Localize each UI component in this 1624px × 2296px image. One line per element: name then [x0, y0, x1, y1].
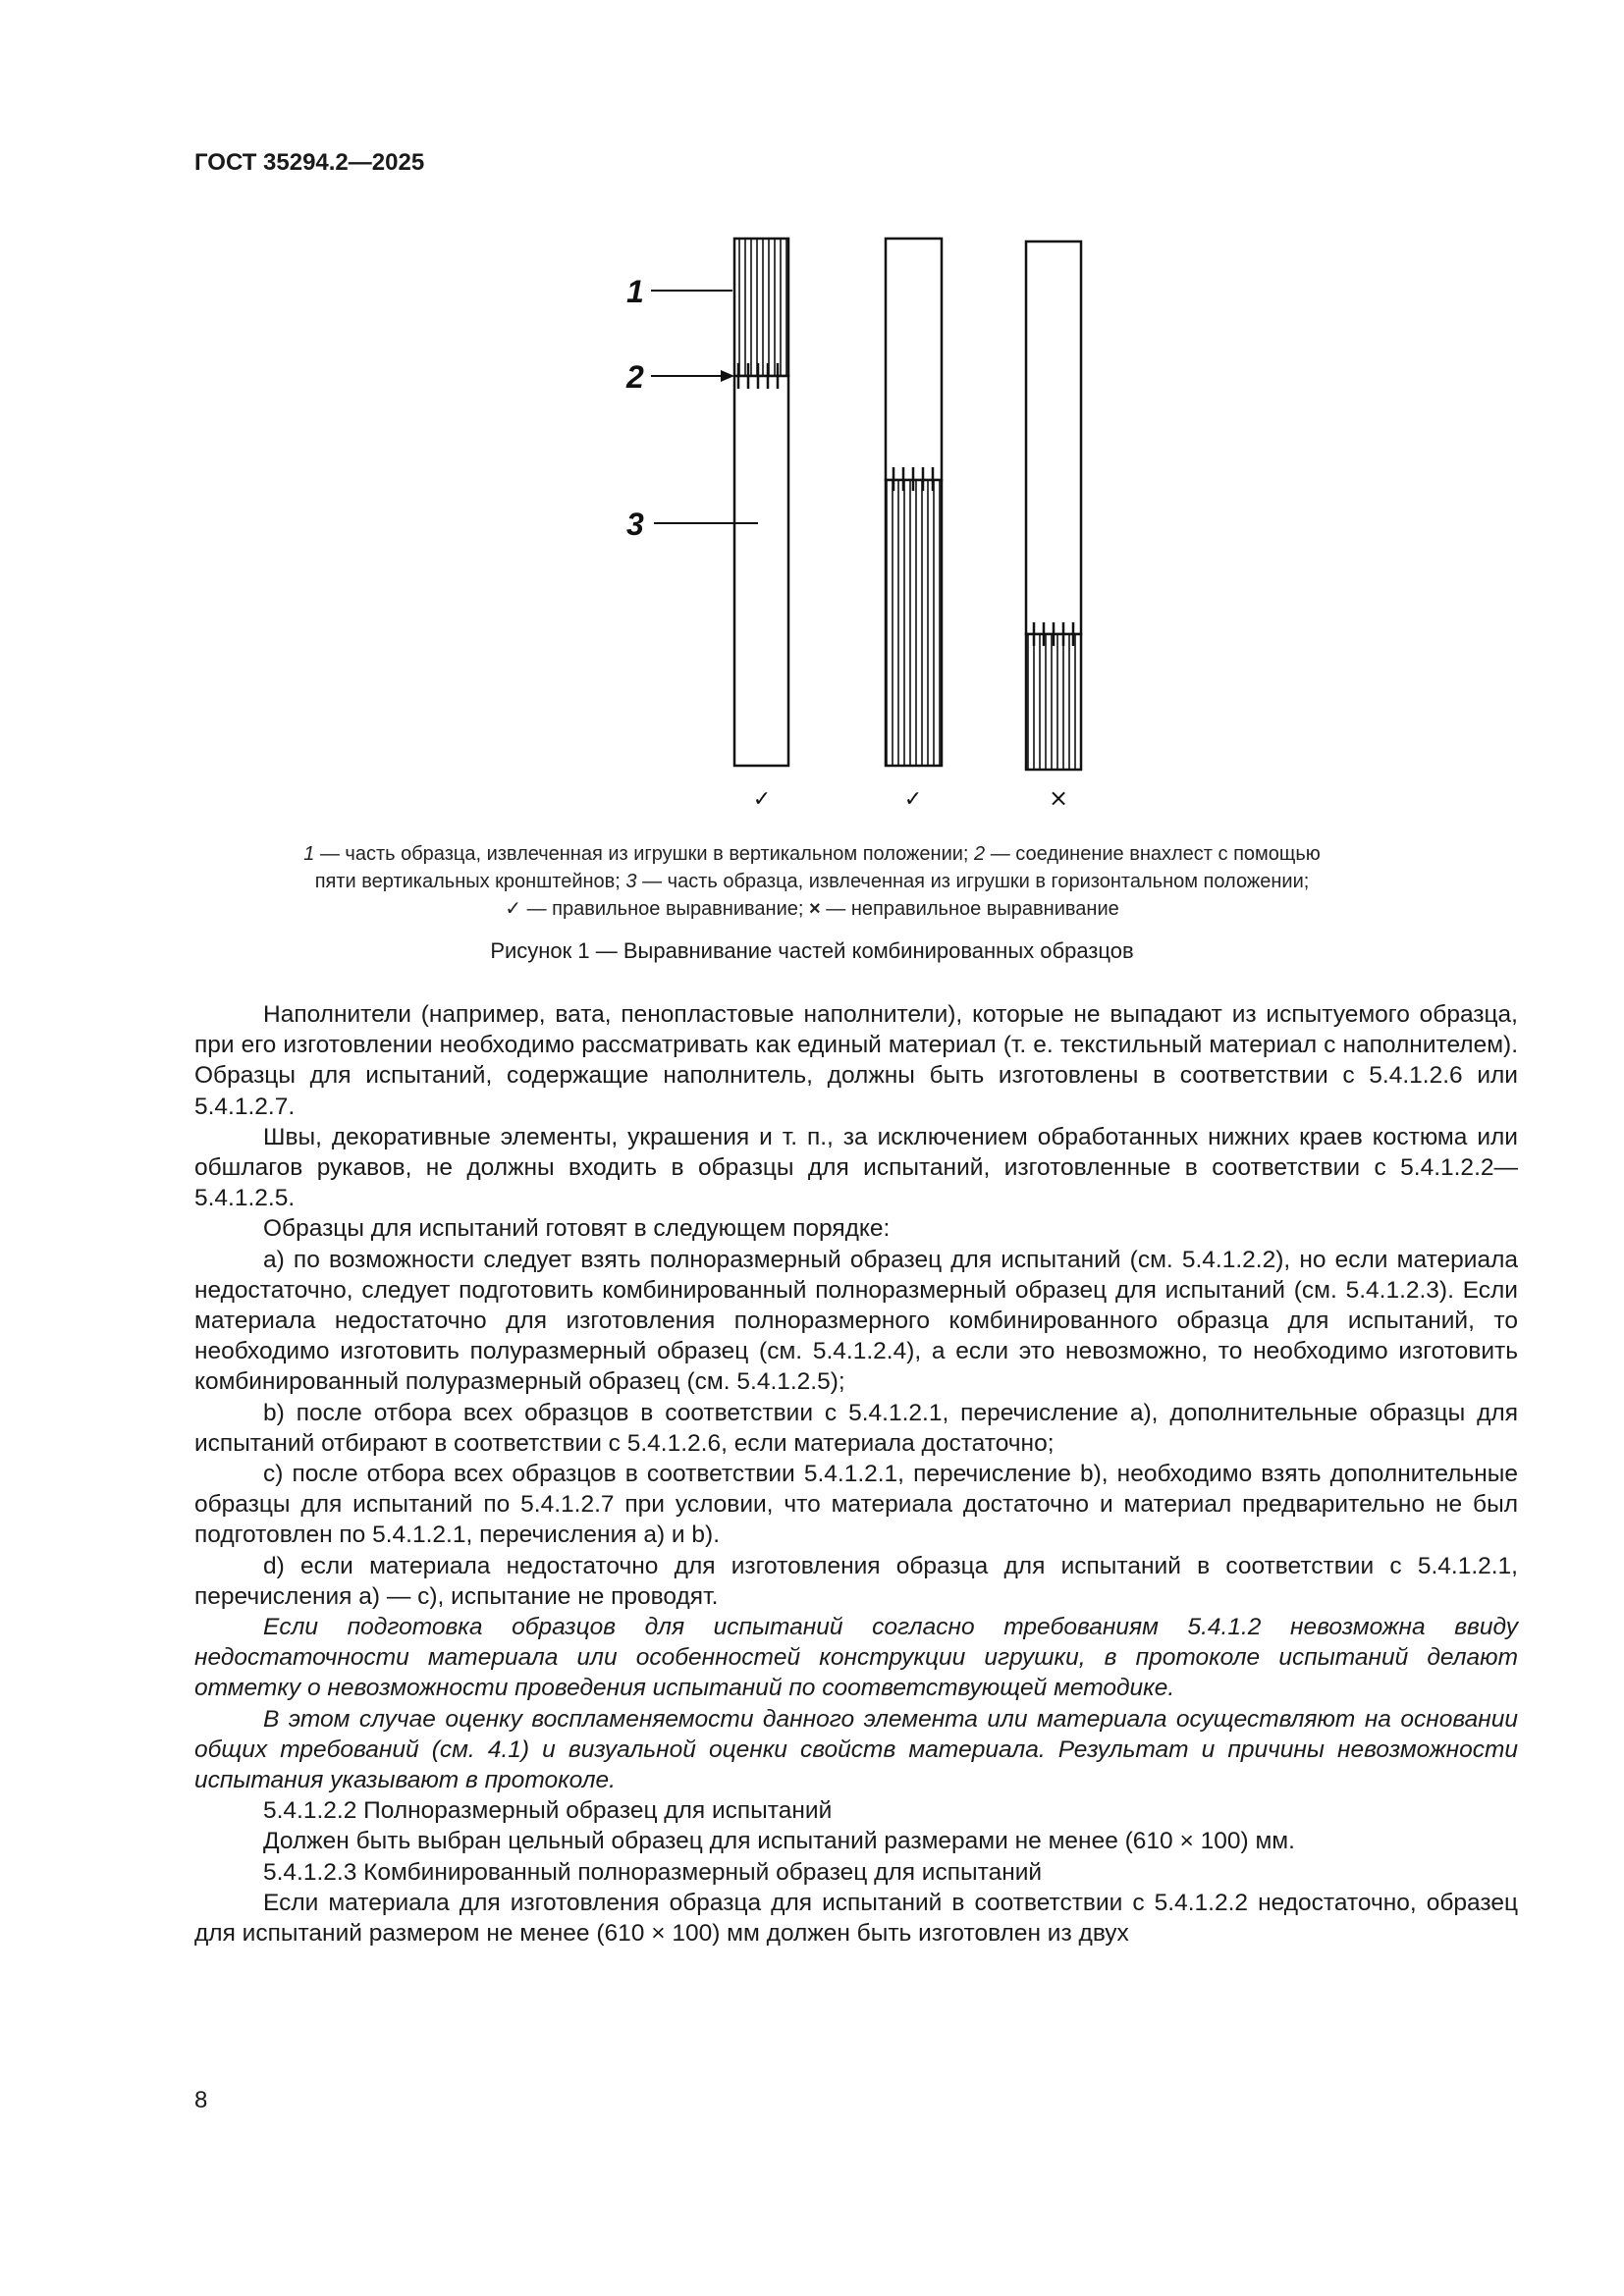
- legend-line-3: ✓ — правильное выравнивание; × — неправильное выравнивание: [505, 898, 1119, 920]
- legend-num-3: 3: [625, 871, 637, 892]
- cross-mark-3: ×: [1048, 784, 1069, 805]
- paragraph-full-size: Должен быть выбран цельный образец для испытаний размерами не менее (610 × 100) мм.: [263, 1828, 1295, 1855]
- check-mark-2: ✓: [903, 787, 923, 805]
- list-item-d: d) если материала недостаточно для изготовления образца для испытаний в соответствии с 5.4.1.2.1, перечисления а) — с), испытание не проводят.: [194, 1552, 1518, 1610]
- vertical-part: [734, 239, 788, 376]
- horizontal-part: [886, 239, 942, 480]
- check-mark-1: ✓: [752, 787, 772, 805]
- callout-label-1: 1: [626, 274, 644, 309]
- list-item-b: b) после отбора всех образцов в соответствии с 5.4.1.2.1, перечисление а), дополнительные образцы для испытаний отбирают в соответствии с 5.4.1.2.6, если материала достаточно;: [194, 1399, 1518, 1457]
- sample-strip-2: [886, 239, 942, 766]
- paragraph-combined: Если материала для изготовления образца для испытаний в соответствии с 5.4.1.2.2 недостаточно, образец для испытаний размером не менее (610 × 100) мм должен быть изготовлен из двух: [194, 1889, 1518, 1948]
- paragraph-seams: Швы, декоративные элементы, украшения и т. п., за исключением обработанных нижних краев костюма или обшлагов рукавов, не должны входить в образцы для испытаний, изготовленные в соответствии с 5.4.1.2.2—5.4.1.2.5.: [194, 1123, 1518, 1212]
- legend-num-1: 1: [303, 843, 315, 865]
- figure-caption: Рисунок 1 — Выравнивание частей комбинированных образцов: [490, 938, 1134, 963]
- paragraph-fillers: Наполнители (например, вата, пенопластовые наполнители), которые не выпадают из испытуемого образца, при его изготовлении необходимо рассматривать как единый материал (т. е. текстильный материал с наполнителем). Образцы для испытаний, содержащие наполнитель, должны быть изготовлены в соответствии с 5.4.1.2.6 или 5.4.1.2.7.: [194, 1001, 1518, 1120]
- callout-label-2: 2: [626, 359, 644, 395]
- figure-legend: [196, 840, 1428, 923]
- page-number: 8: [194, 2087, 208, 2113]
- horizontal-part: [734, 376, 788, 766]
- vertical-part: [886, 480, 942, 766]
- callout-label-3: 3: [626, 507, 644, 542]
- section-heading-5-4-1-2-2: 5.4.1.2.2 Полноразмерный образец для испытаний: [263, 1797, 833, 1825]
- horizontal-part: [1026, 241, 1081, 634]
- paragraph-order: Образцы для испытаний готовят в следующем порядке:: [263, 1215, 891, 1243]
- italic-note-1: Если подготовка образцов для испытаний согласно требованиям 5.4.1.2 невозможна ввиду недостаточности материала или особенностей конструкции игрушки, в протоколе испытаний делают отметку о невозможности проведения испытаний по соответствующей методике.: [194, 1614, 1518, 1702]
- vertical-part: [1026, 634, 1081, 770]
- document-header: ГОСТ 35294.2—2025: [194, 149, 425, 176]
- check-symbol: ✓: [505, 898, 522, 920]
- legend-line-1: 1 — часть образца, извлеченная из игрушки в вертикальном положении; 2 — соединение внахлест с помощью: [303, 843, 1321, 865]
- arrowhead-2: [721, 370, 734, 382]
- legend-num-2: 2: [974, 843, 986, 865]
- list-item-c: c) после отбора всех образцов в соответствии 5.4.1.2.1, перечисление b), необходимо взять дополнительные образцы для испытаний по 5.4.1.2.7 при условии, что материала достаточно и материал предварительно не был подготовлен по 5.4.1.2.1, перечисления а) и b).: [194, 1461, 1518, 1549]
- alignment-figure: [0, 0, 1624, 805]
- legend-line-2: пяти вертикальных кронштейнов; 3 — часть образца, извлеченная из игрушки в горизонтальном положении;: [314, 871, 1310, 892]
- sample-strip-3: [1026, 241, 1081, 770]
- body-text: [194, 999, 1518, 1949]
- section-heading-5-4-1-2-3: 5.4.1.2.3 Комбинированный полноразмерный образец для испытаний: [263, 1858, 1043, 1886]
- italic-note-2: В этом случае оценку воспламеняемости данного элемента или материала осуществляют на основании общих требований (см. 4.1) и визуальной оценки свойств материала. Результат и причины невозможности испытания указывают в протоколе.: [194, 1705, 1518, 1794]
- sample-strip-1: [734, 239, 788, 766]
- list-item-a: a) по возможности следует взять полноразмерный образец для испытаний (см. 5.4.1.2.2), но если материала недостаточно, следует подготовить комбинированный полноразмерный образец для испытаний (см. 5.4.1.2.3). Если материала недостаточно для изготовления полноразмерного комбинированного образца для испытаний, то необходимо изготовить полуразмерный образец (см. 5.4.1.2.4), а если это невозможно, то необходимо изготовить комбинированный полуразмерный образец (см. 5.4.1.2.5);: [194, 1246, 1518, 1396]
- cross-symbol: ×: [809, 898, 821, 920]
